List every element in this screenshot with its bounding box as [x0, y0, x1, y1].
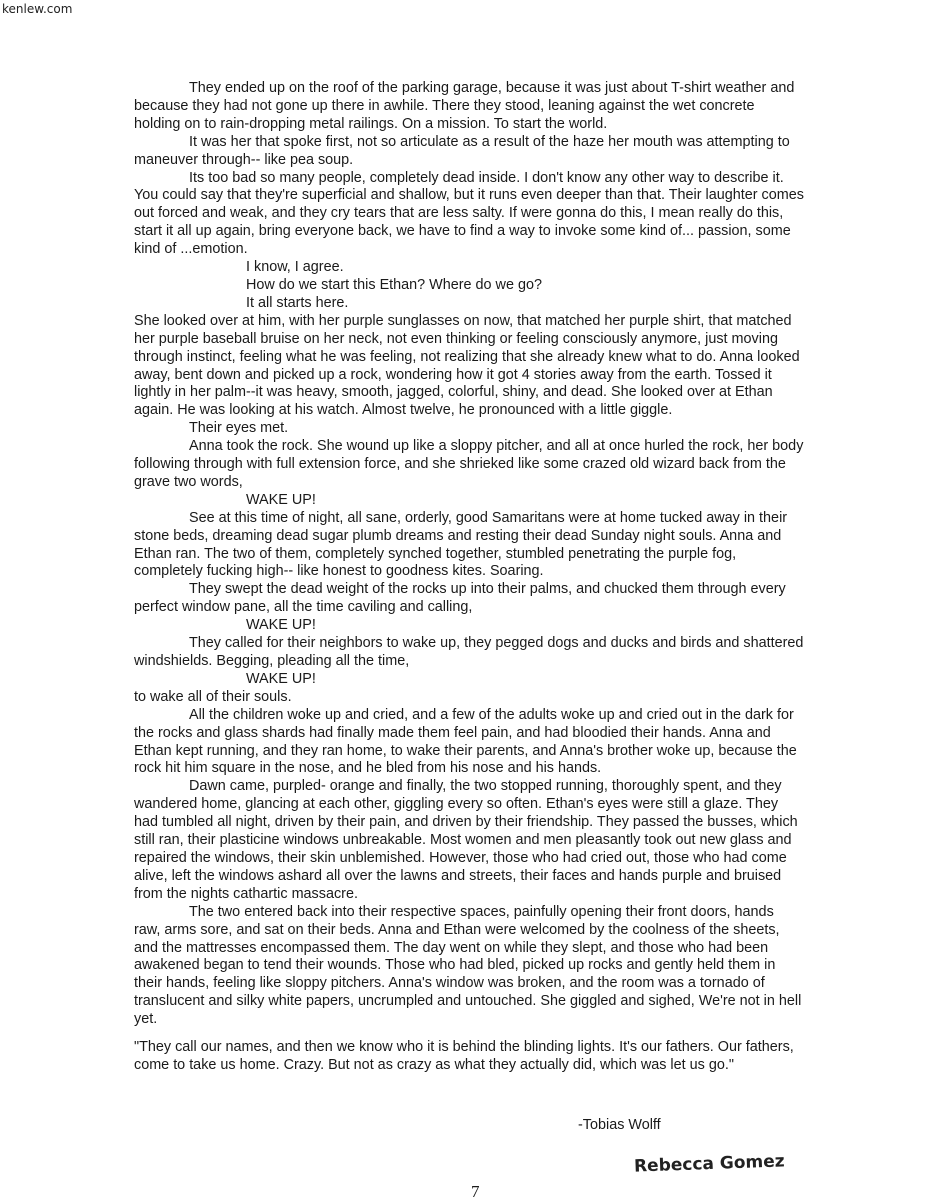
- paragraph: to wake all of their souls.: [134, 688, 292, 705]
- story-text: [134, 80, 804, 1075]
- paragraph: Their eyes met.: [189, 420, 289, 437]
- paragraph: Dawn came, purpled- orange and finally, the two stopped running, thoroughly spent, and they wandered home, glancing at each other, giggling every so often. Ethan's eyes were still a glaze. They had tumbled all night, driven by their pain, and driven by their friendship. They passed the busses, which still ran, their plasticine windows unbreakable. Most women and men pleasantly took out new glass and repaired the windows, their skin unblemished. However, those who had cried out, those who had come alive, left the windows ashard all over the lawns and streets, their faces and hands purple and bruised from the nights cathartic massacre.: [134, 778, 798, 902]
- page-number: 7: [471, 1182, 480, 1201]
- paragraph: It was her that spoke first, not so articulate as a result of the haze her mouth was attempting to maneuver through-- like pea soup.: [134, 133, 790, 168]
- dialogue-line: WAKE UP!: [246, 491, 316, 508]
- dialogue-line: WAKE UP!: [246, 670, 316, 687]
- site-watermark: kenlew.com: [2, 2, 73, 16]
- paragraph: She looked over at him, with her purple sunglasses on now, that matched her purple shirt, that matched her purple baseball bruise on her neck, not even thinking or feeling consciously anymore, just moving through instinct, feeling what he was feeling, not realizing that she already knew what to do. Anna looked away, bent down and picked up a rock, wondering how it got 4 stories away from the earth. Tossed it lightly in her palm--it was heavy, smooth, jagged, colorful, shiny, and dead. She looked over at Ethan again. He was looking at his watch. Almost twelve, he pronounced with a little giggle.: [134, 312, 800, 419]
- closing-quote: "They call our names, and then we know who it is behind the blinding lights. It's our fathers. Our fathers, come to take us home. Crazy. But not as crazy as what they actually did, which was let us go.": [134, 1039, 794, 1073]
- dialogue-line: How do we start this Ethan? Where do we go?: [246, 276, 542, 293]
- dialogue-line: I know, I agree.: [246, 259, 344, 276]
- quote-attribution: -Tobias Wolff: [578, 1117, 661, 1133]
- paragraph: They ended up on the roof of the parking garage, because it was just about T-shirt weather and because they had not gone up there in awhile. There they stood, leaning against the wet concrete holding on to rain-dropping metal railings. On a mission. To start the world.: [134, 80, 795, 132]
- author-signature: Rebecca Gomez: [633, 1151, 785, 1177]
- paragraph: They called for their neighbors to wake up, they pegged dogs and ducks and birds and shattered windshields. Begging, pleading all the time,: [134, 635, 804, 669]
- paragraph: The two entered back into their respective spaces, painfully opening their front doors, hands raw, arms sore, and sat on their beds. Anna and Ethan were welcomed by the coolness of the sheets, and the mattresses encompassed them. The day went on while they slept, and those who had been awakened began to tend their wounds. Those who had bled, picked up rocks and gently held them in their hands, feeling like sloppy pitchers. Anna's window was broken, and the room was a tornado of translucent and silky white papers, uncrumpled and untouched. She giggled and sighed, We're not in hell yet.: [134, 903, 802, 1028]
- paragraph: Anna took the rock. She wound up like a sloppy pitcher, and all at once hurled the rock, her body following through with full extension force, and she shrieked like some crazed old wizard back from the grave two words,: [134, 438, 804, 490]
- paragraph: They swept the dead weight of the rocks up into their palms, and chucked them through every perfect window pane, all the time caviling and calling,: [134, 581, 786, 616]
- dialogue-line: WAKE UP!: [246, 617, 316, 634]
- dialogue-line: It all starts here.: [246, 294, 349, 311]
- paragraph: All the children woke up and cried, and a few of the adults woke up and cried out in the dark for the rocks and glass shards had finally made them feel pain, and had bloodied their hands. Anna and Ethan kept running, and they ran home, to wake their parents, and Anna's brother woke up, because the rock hit him square in the nose, and he bled from his nose and his hands.: [134, 706, 797, 777]
- paragraph: See at this time of night, all sane, orderly, good Samaritans were at home tucked away in their stone beds, dreaming dead sugar plumb dreams and resting their dead Sunday night souls. Anna and Ethan ran. The two of them, completely synched together, stumbled penetrating the purple fog, completely fucking high-- like honest to goodness kites. Soaring.: [134, 509, 788, 580]
- paragraph: Its too bad so many people, completely dead inside. I don't know any other way to describe it. You could say that they're superficial and shallow, but it runs even deeper than that. Their laughter comes out forced and weak, and they cry tears that are less salty. If were gonna do this, I mean really do this, start it all up again, bring everyone back, we have to find a way to invoke some kind of... passion, some kind of ...emotion.: [134, 169, 804, 258]
